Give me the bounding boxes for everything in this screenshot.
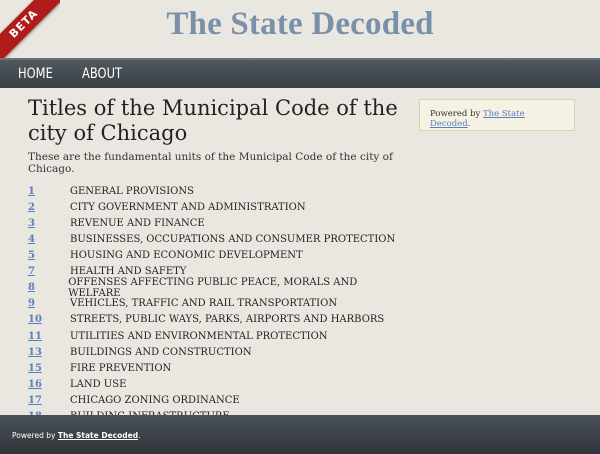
title-row [28, 231, 398, 247]
title-number-link[interactable]: 5 [28, 250, 35, 262]
title-row [28, 199, 398, 215]
page-title: Titles of the Municipal Code of the city of Chicago [28, 96, 398, 145]
title-name: HEALTH AND SAFETY [70, 266, 187, 278]
powered-by-text: Powered by [430, 109, 483, 119]
title-name: STREETS, PUBLIC WAYS, PARKS, AIRPORTS AND HARBORS [70, 314, 385, 326]
title-row [28, 376, 398, 392]
footer-state-decoded-link[interactable]: The State Decoded [57, 431, 139, 440]
title-number-link[interactable]: 4 [28, 233, 35, 245]
title-name: CITY GOVERNMENT AND ADMINISTRATION [70, 201, 306, 213]
footer-powered-suffix: . [138, 431, 141, 440]
title-name: CHICAGO ZONING ORDINANCE [70, 394, 240, 406]
title-number-link[interactable]: 9 [28, 298, 35, 310]
intro-text: These are the fundamental units of the Municipal Code of the city of Chicago. [28, 151, 393, 176]
titles-list [28, 183, 398, 424]
title-name: VEHICLES, TRAFFIC AND RAIL TRANSPORTATION [70, 298, 338, 310]
title-number-link[interactable]: 11 [28, 330, 42, 342]
title-number-link[interactable]: 13 [28, 346, 42, 358]
title-number-link[interactable]: 8 [28, 282, 35, 294]
title-row [28, 312, 398, 328]
title-name: UTILITIES AND ENVIRONMENTAL PROTECTION [70, 330, 328, 342]
site-footer [0, 415, 600, 454]
title-number-link[interactable]: 7 [28, 266, 35, 278]
title-row [28, 276, 398, 299]
title-number-link[interactable]: 17 [28, 394, 42, 406]
title-row [28, 392, 398, 408]
title-number-link[interactable]: 10 [28, 314, 42, 326]
title-row [28, 248, 398, 264]
title-number-link[interactable]: 2 [28, 201, 35, 213]
main-content [28, 96, 398, 425]
site-header [0, 0, 600, 58]
powered-by-suffix: . [467, 119, 471, 129]
nav-home-link[interactable]: HOME [18, 66, 53, 82]
footer-powered-text: Powered by [12, 431, 58, 440]
title-name: GENERAL PROVISIONS [70, 185, 194, 197]
main-nav [0, 58, 600, 88]
title-number-link[interactable]: 15 [28, 362, 42, 374]
title-number-link[interactable]: 16 [28, 378, 42, 390]
title-row [28, 328, 398, 344]
beta-badge: BETA [0, 0, 60, 60]
title-name: REVENUE AND FINANCE [70, 217, 205, 229]
title-name: HOUSING AND ECONOMIC DEVELOPMENT [70, 250, 303, 262]
title-row [28, 215, 398, 231]
nav-about-link[interactable]: ABOUT [82, 66, 123, 82]
title-number-link[interactable]: 1 [28, 185, 35, 197]
title-name: BUILDINGS AND CONSTRUCTION [70, 346, 252, 358]
title-name: BUSINESSES, OCCUPATIONS AND CONSUMER PROTECTION [70, 233, 396, 245]
state-decoded-link[interactable]: The State Decoded [430, 109, 525, 129]
title-row [28, 344, 398, 360]
beta-ribbon [0, 0, 60, 60]
title-row [28, 360, 398, 376]
title-name: LAND USE [70, 378, 127, 390]
title-name: FIRE PREVENTION [70, 362, 172, 374]
title-row [28, 183, 398, 199]
site-title[interactable]: The State Decoded [166, 6, 434, 42]
powered-by-box [419, 99, 575, 131]
title-number-link[interactable]: 3 [28, 217, 35, 229]
title-name: OFFENSES AFFECTING PUBLIC PEACE, MORALS AND WELFARE [68, 276, 358, 299]
